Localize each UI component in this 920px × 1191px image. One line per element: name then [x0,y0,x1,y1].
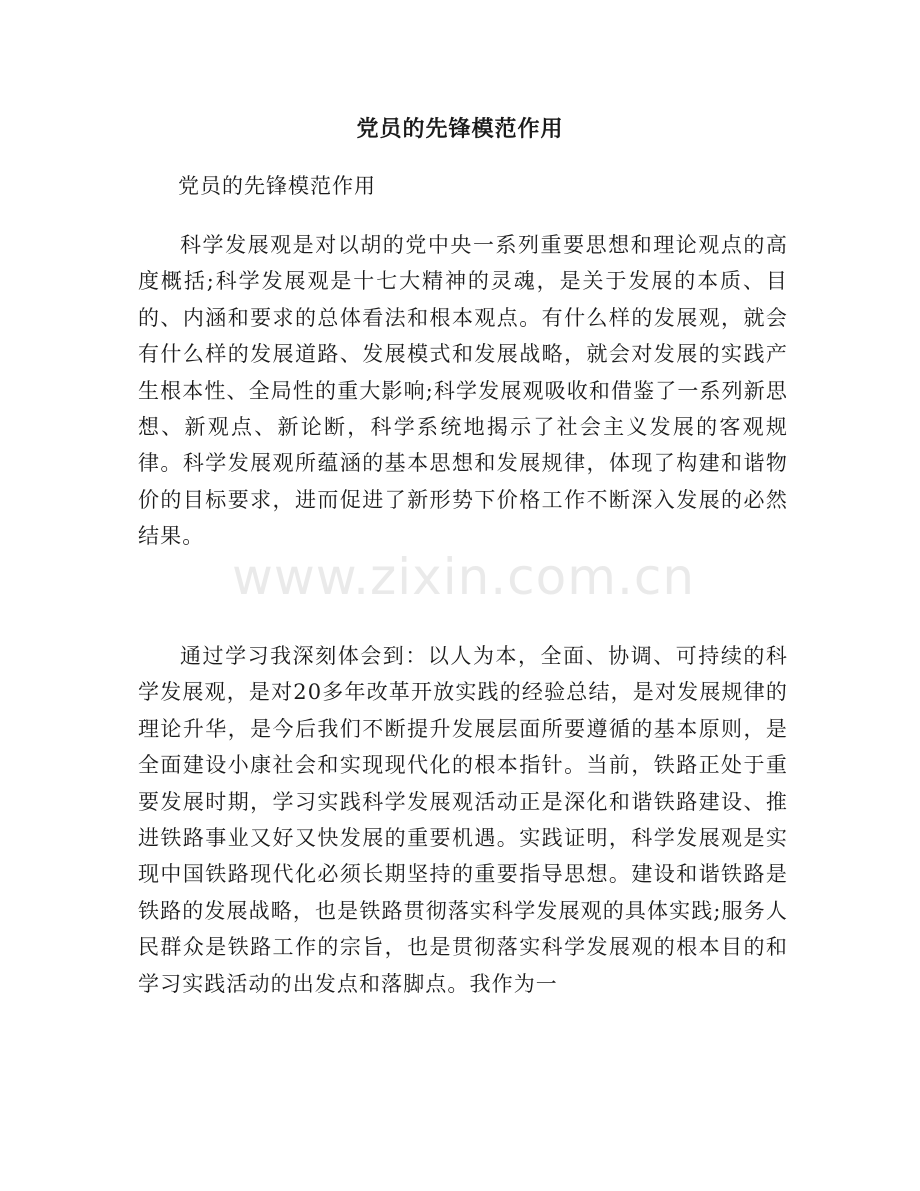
document-subtitle: 党员的先锋模范作用 [178,174,376,198]
watermark: www.zixin.com.cn [232,548,696,606]
body-paragraph-2: 通过学习我深刻体会到：以人为本，全面、协调、可持续的科学发展观，是对20多年改革开放实践的经验总结，是对发展规律的理论升华，是今后我们不断提升发展层面所要遵循的基本原则，是全面建设小康社会和实现现代化的根本指针。当前，铁路正处于重要发展时期，学习实践科学发展观活动正是深化和谐铁路建设、推进铁路事业又好又快发展的重要机遇。实践证明，科学发展观是实现中国铁路现代化必须长期坚持的重要指导思想。建设和谐铁路是铁路的发展战略，也是铁路贯彻落实科学发展观的具体实践;服务人民群众是铁路工作的宗旨，也是贯彻落实科学发展观的根本目的和学习实践活动的出发点和落脚点。我作为一 [138,644,788,996]
document-title: 党员的先锋模范作用 [356,116,564,142]
body-paragraph-1: 科学发展观是对以胡的党中央一系列重要思想和理论观点的高度概括;科学发展观是十七大精神的灵魂，是关于发展的本质、目的、内涵和要求的总体看法和根本观点。有什么样的发展观，就会有什么样的发展道路、发展模式和发展战略，就会对发展的实践产生根本性、全局性的重大影响;科学发展观吸收和借鉴了一系列新思想、新观点、新论断，科学系统地揭示了社会主义发展的客观规律。科学发展观所蕴涵的基本思想和发展规律，体现了构建和谐物价的目标要求，进而促进了新形势下价格工作不断深入发展的必然结果。 [138,233,788,549]
